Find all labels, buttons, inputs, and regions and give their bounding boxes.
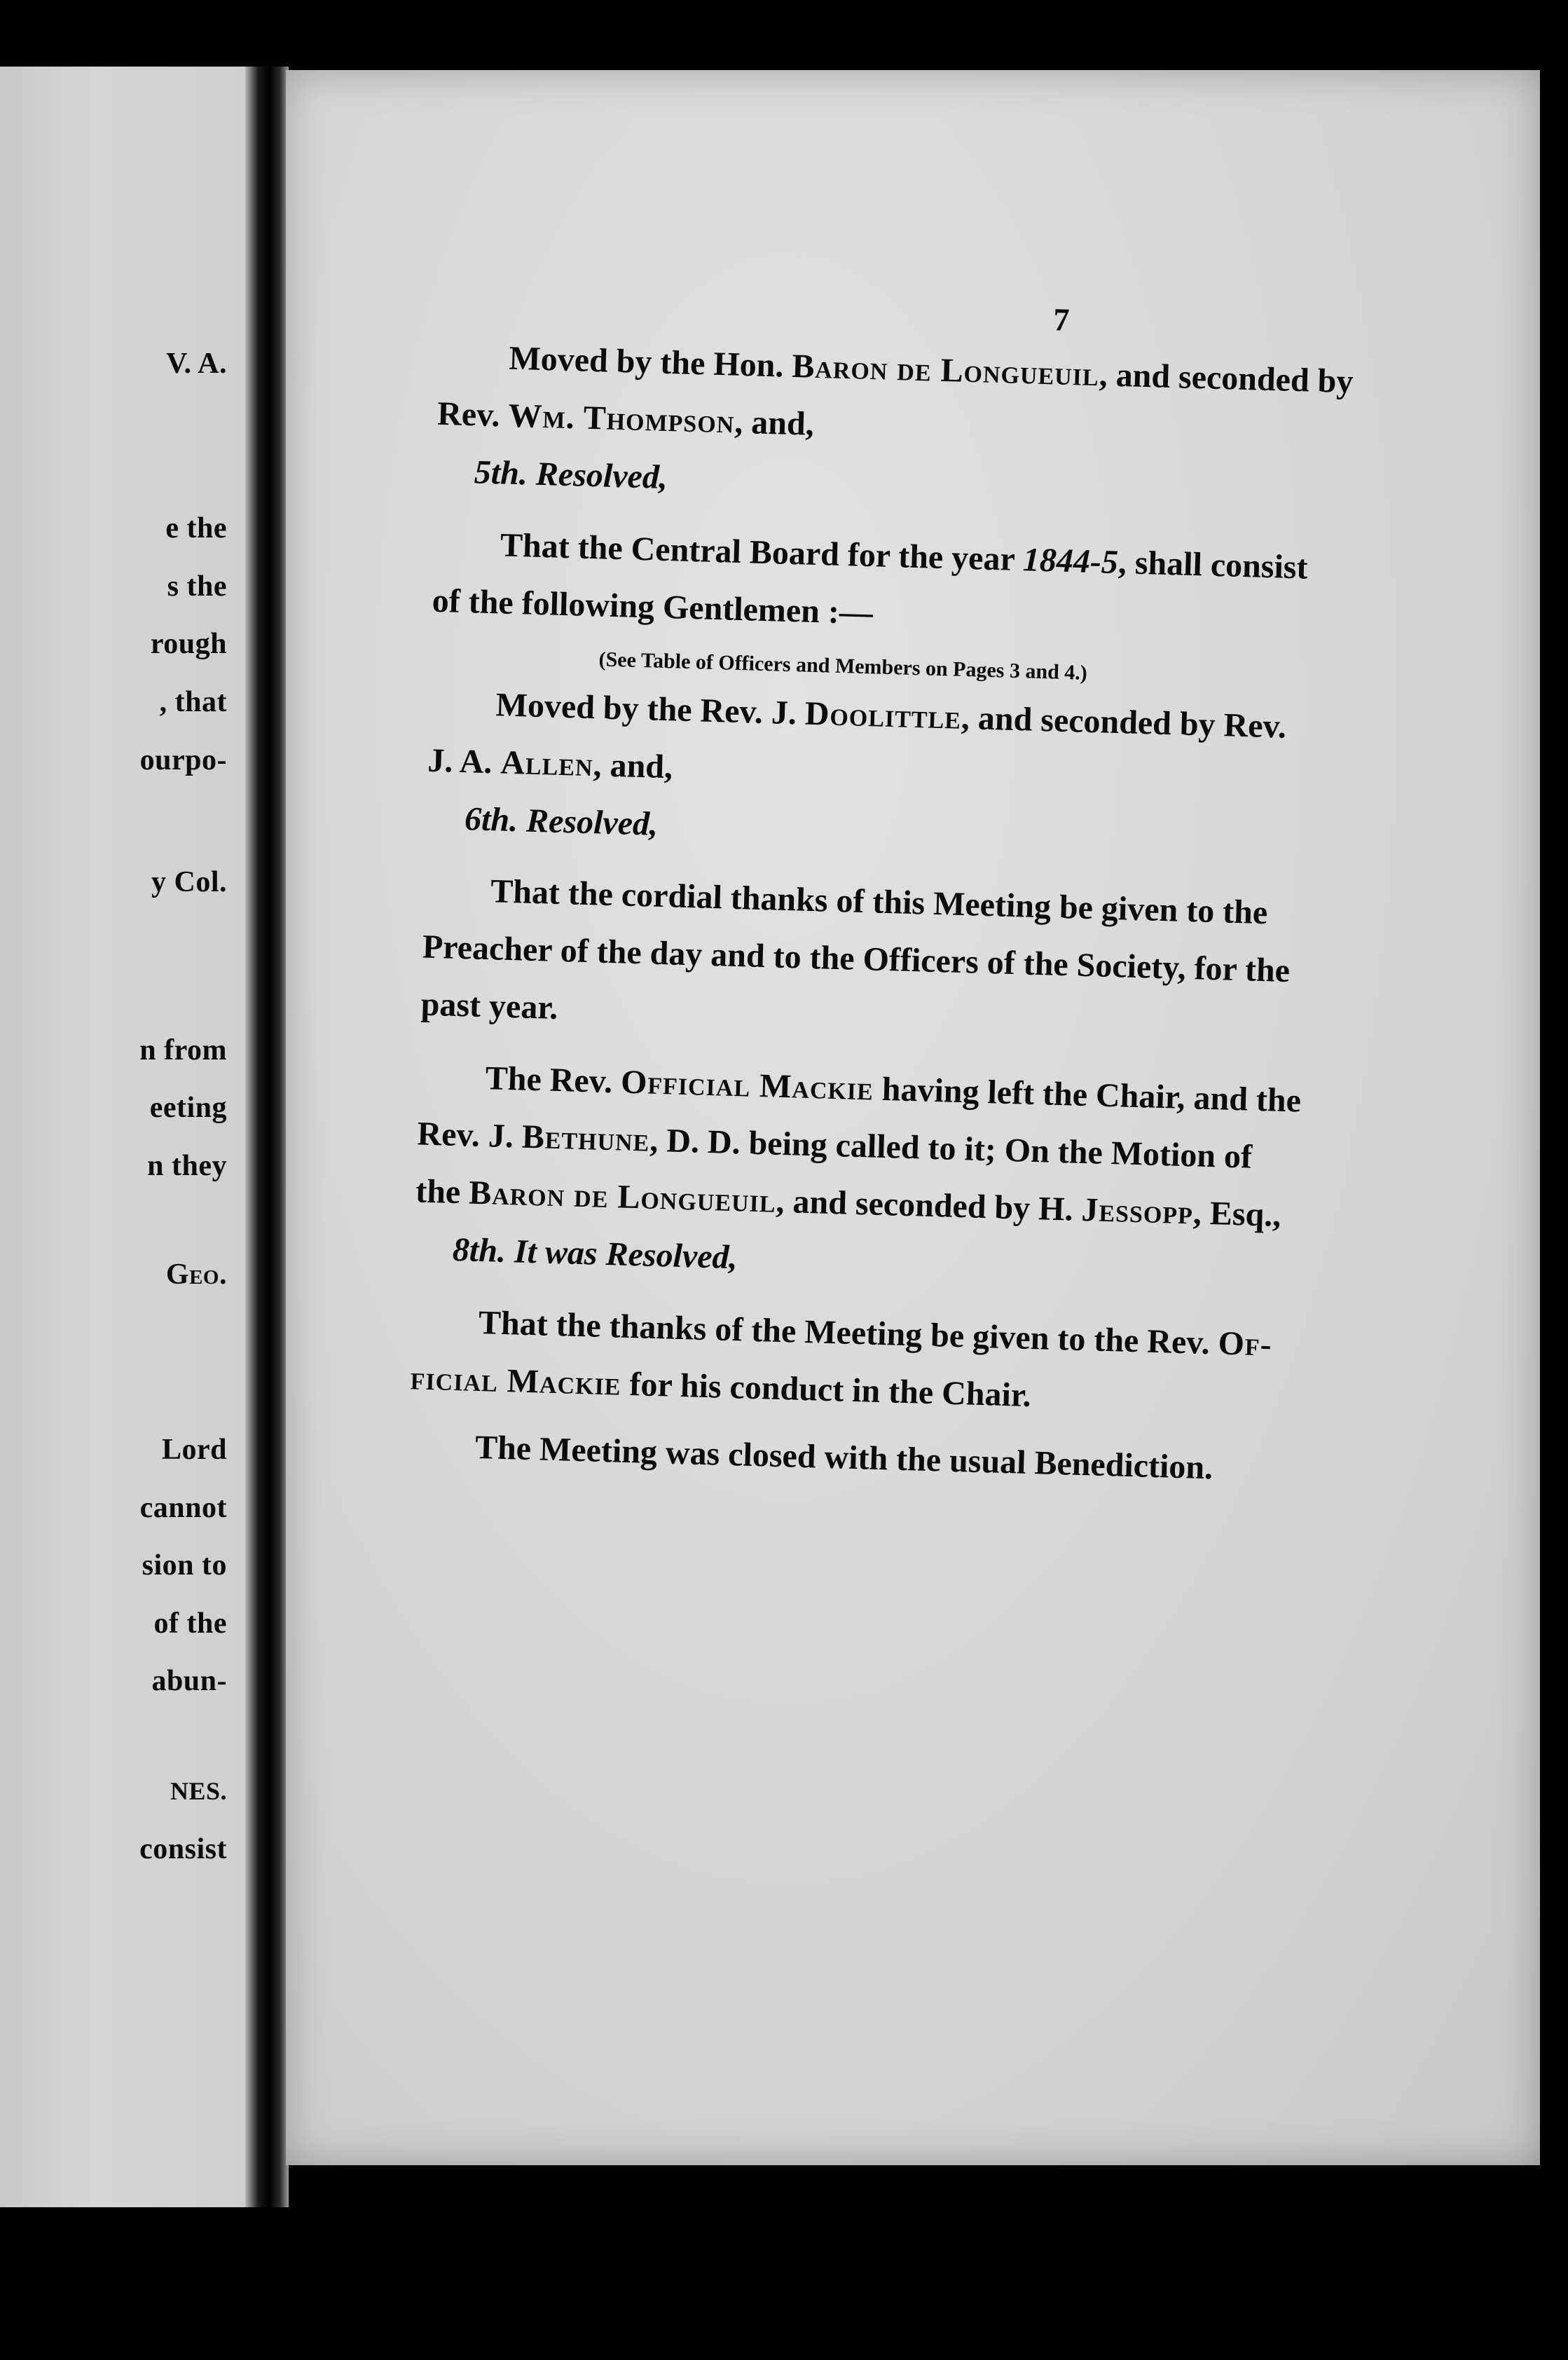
page-number: 7 — [1052, 301, 1071, 338]
left-line: rough — [150, 628, 227, 660]
book-gutter — [245, 67, 289, 2207]
text-line: The Rev. Official Mackie having left the Chair, and the — [485, 1059, 1302, 1120]
text-line: of the following Gentlemen :— — [432, 582, 874, 632]
left-line: consist — [139, 1833, 227, 1865]
text-line: Moved by the Rev. J. Doolittle, and seconded by Rev. — [495, 686, 1287, 746]
left-line: sion to — [142, 1549, 227, 1582]
left-line: Lord — [161, 1434, 227, 1466]
left-line: y Col. — [151, 866, 227, 898]
text-line: Rev. Wm. Thompson, and, — [436, 395, 815, 443]
left-page-fragment — [0, 67, 245, 2207]
text-line: That the Central Board for the year 1844-5, shall consist — [500, 526, 1309, 586]
text-line: past year. — [420, 985, 558, 1027]
text-line: ficial Mackie for his conduct in the Chair. — [410, 1359, 1032, 1415]
left-line: s the — [167, 570, 227, 603]
text-line: That the thanks of the Meeting be given to the Rev. Of- — [478, 1303, 1273, 1364]
text-line: J. A. Allen, and, — [427, 741, 673, 786]
resolution-heading: 8th. It was Resolved, — [452, 1230, 738, 1277]
left-line: e the — [165, 512, 227, 544]
resolution-heading: 6th. Resolved, — [464, 800, 659, 843]
text-line: the Baron de Longueuil, and seconded by H. Jessopp, Esq., — [415, 1172, 1282, 1234]
closing-line: The Meeting was closed with the usual Benediction. — [474, 1428, 1213, 1487]
page-text-block — [410, 70, 1385, 1487]
text-line: That the cordial thanks of this Meeting be given to the — [490, 872, 1268, 932]
left-line: abun- — [151, 1665, 227, 1697]
left-line: Geo. — [165, 1258, 227, 1291]
left-line: , that — [159, 686, 227, 718]
left-line: of the — [153, 1607, 227, 1640]
table-reference-note: (See Table of Officers and Members on Pages 3 and 4.) — [598, 647, 1088, 685]
left-line: ourpo- — [139, 744, 227, 776]
left-line: cannot — [139, 1492, 227, 1524]
text-line: Rev. J. Bethune, D. D. being called to it; On the Motion of — [416, 1115, 1253, 1176]
resolution-heading: 5th. Resolved, — [474, 453, 668, 497]
left-line: eeting — [149, 1092, 227, 1124]
left-line: n they — [147, 1150, 227, 1182]
left-line: NES. — [170, 1777, 227, 1805]
main-page — [286, 70, 1540, 2165]
text-line: Moved by the Hon. Baron de Longueuil, and seconded by — [508, 339, 1354, 401]
left-line: n from — [139, 1034, 227, 1066]
left-line: V. A. — [166, 348, 227, 380]
text-line: Preacher of the day and to the Officers of the Society, for the — [422, 928, 1291, 990]
